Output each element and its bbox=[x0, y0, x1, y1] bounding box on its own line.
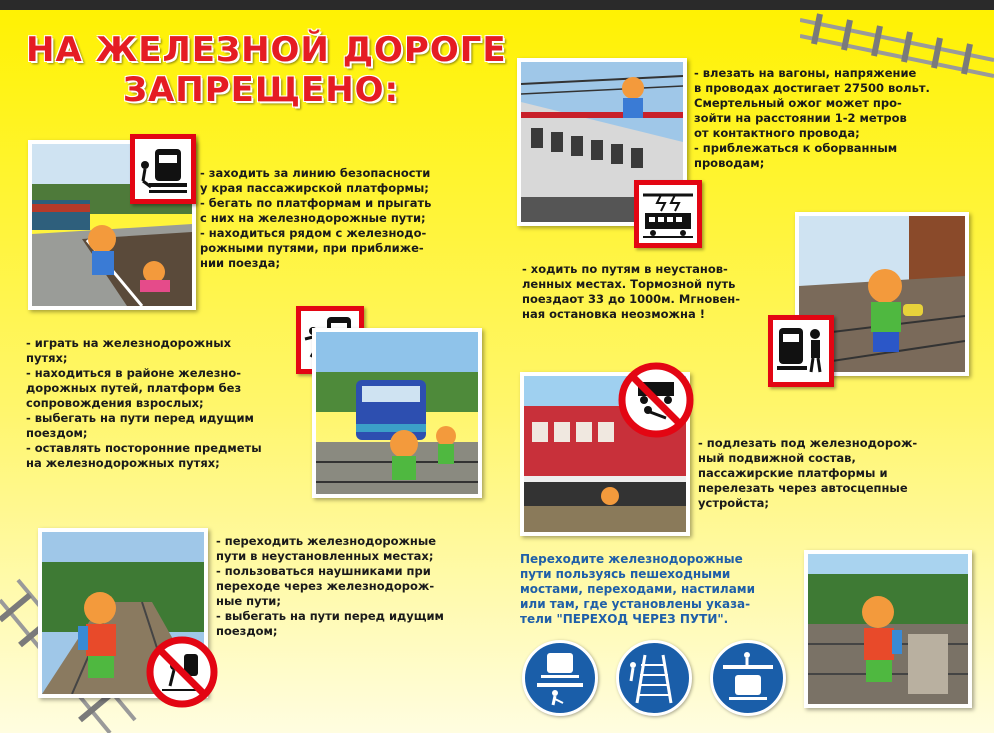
rule-line: - влезать на вагоны, напряжение bbox=[694, 66, 917, 80]
rule-line: - бегать по платформам и прыгать bbox=[200, 196, 432, 210]
rule-line: - выбегать на пути перед идущим bbox=[216, 609, 444, 623]
advice-line: тели "ПЕРЕХОД ЧЕРЕЗ ПУТИ". bbox=[520, 612, 729, 626]
photo-train-kids bbox=[312, 328, 482, 498]
rule-line: - приблежаться к оборванным bbox=[694, 141, 898, 155]
rule-line: ленных местах. Тормозной путь bbox=[522, 277, 736, 291]
rule-line: - играть на железнодорожных bbox=[26, 336, 232, 350]
footbridge-pictogram bbox=[710, 640, 786, 716]
advice-line: Переходите железнодорожные bbox=[520, 552, 743, 566]
title-line-1: НА ЖЕЛЕЗНОЙ ДОРОГЕ bbox=[26, 30, 507, 70]
rule-line: - заходить за линию безопасности bbox=[200, 166, 431, 180]
rule-line: - находиться рядом с железнодо- bbox=[200, 226, 427, 240]
advice-line: или там, где установлены указа- bbox=[520, 597, 751, 611]
rule-line: ный подвижной состав, bbox=[698, 451, 856, 465]
rules-block-headphones bbox=[216, 534, 506, 639]
rule-line: пассажирские платформы и bbox=[698, 466, 888, 480]
rule-line: на железнодорожных путях; bbox=[26, 456, 220, 470]
rule-line: - выбегать на пути перед идущим bbox=[26, 411, 254, 425]
person-near-train-icon bbox=[773, 320, 829, 382]
rule-line: перелезать через автосцепные bbox=[698, 481, 908, 495]
no-crawling-under-wagon-icon bbox=[618, 362, 694, 438]
sign-platform-edge bbox=[130, 134, 196, 204]
overhead-wires-icon bbox=[639, 185, 697, 243]
no-headphones-on-tracks-icon bbox=[146, 636, 218, 708]
photo-boy-at-crossing bbox=[804, 550, 972, 708]
crossing-advice bbox=[520, 552, 782, 627]
rule-line: Смертельный ожог может про- bbox=[694, 96, 902, 110]
rule-line: - пользоваться наушниками при bbox=[216, 564, 431, 578]
rule-line: - переходить железнодорожные bbox=[216, 534, 437, 548]
platform-edge-danger-icon bbox=[135, 139, 191, 199]
rule-line: ная остановка неозможна ! bbox=[522, 307, 705, 321]
rule-line: дорожных путей, платформ без bbox=[26, 381, 242, 395]
rule-line: ные пути; bbox=[216, 594, 281, 608]
advice-line: мостами, переходами, настилами bbox=[520, 582, 756, 596]
rule-line: поездом; bbox=[26, 426, 88, 440]
crossing-pictogram bbox=[616, 640, 692, 716]
rule-line: рожными путями, при приближе- bbox=[200, 241, 424, 255]
rules-block-wires bbox=[694, 66, 984, 171]
rules-block-playing bbox=[26, 336, 310, 471]
rule-line: от контактного провода; bbox=[694, 126, 860, 140]
rule-line: пути в неустановленных местах; bbox=[216, 549, 434, 563]
rule-line: зойти на расстоянии 1-2 метров bbox=[694, 111, 907, 125]
rule-line: - ходить по путям в неустанов- bbox=[522, 262, 728, 276]
footbridge-icon bbox=[713, 643, 783, 713]
underpass-pictogram bbox=[522, 640, 598, 716]
rule-line: путях; bbox=[26, 351, 68, 365]
rules-block-tracks bbox=[522, 262, 790, 322]
sign-overhead-wires bbox=[634, 180, 702, 248]
rule-line: поездом; bbox=[216, 624, 278, 638]
rules-block-underside bbox=[698, 436, 984, 511]
rule-line: проводам; bbox=[694, 156, 765, 170]
rule-line: поездаот 33 до 1000м. Мгновен- bbox=[522, 292, 741, 306]
rule-line: устройста; bbox=[698, 496, 770, 510]
rule-line: у края пассажирской платформы; bbox=[200, 181, 429, 195]
rule-line: - находиться в районе железно- bbox=[26, 366, 242, 380]
rules-block-platform bbox=[200, 166, 500, 271]
sign-person-near-train bbox=[768, 315, 834, 387]
title-line-2: ЗАПРЕЩЕНО: bbox=[122, 70, 400, 110]
rule-line: в проводах достигает 27500 вольт. bbox=[694, 81, 930, 95]
rule-line: переходе через железнодорож- bbox=[216, 579, 435, 593]
rule-line: - подлезать под железнодорож- bbox=[698, 436, 918, 450]
pedestrian-crossing-icon bbox=[619, 643, 689, 713]
poster-title bbox=[26, 30, 507, 110]
rule-line: сопровождения взрослых; bbox=[26, 396, 204, 410]
rule-line: - оставлять посторонние предметы bbox=[26, 441, 262, 455]
underpass-icon bbox=[525, 643, 595, 713]
advice-line: пути пользуясь пешеходными bbox=[520, 567, 731, 581]
rule-line: с них на железнодорожные пути; bbox=[200, 211, 426, 225]
rule-line: нии поезда; bbox=[200, 256, 281, 270]
